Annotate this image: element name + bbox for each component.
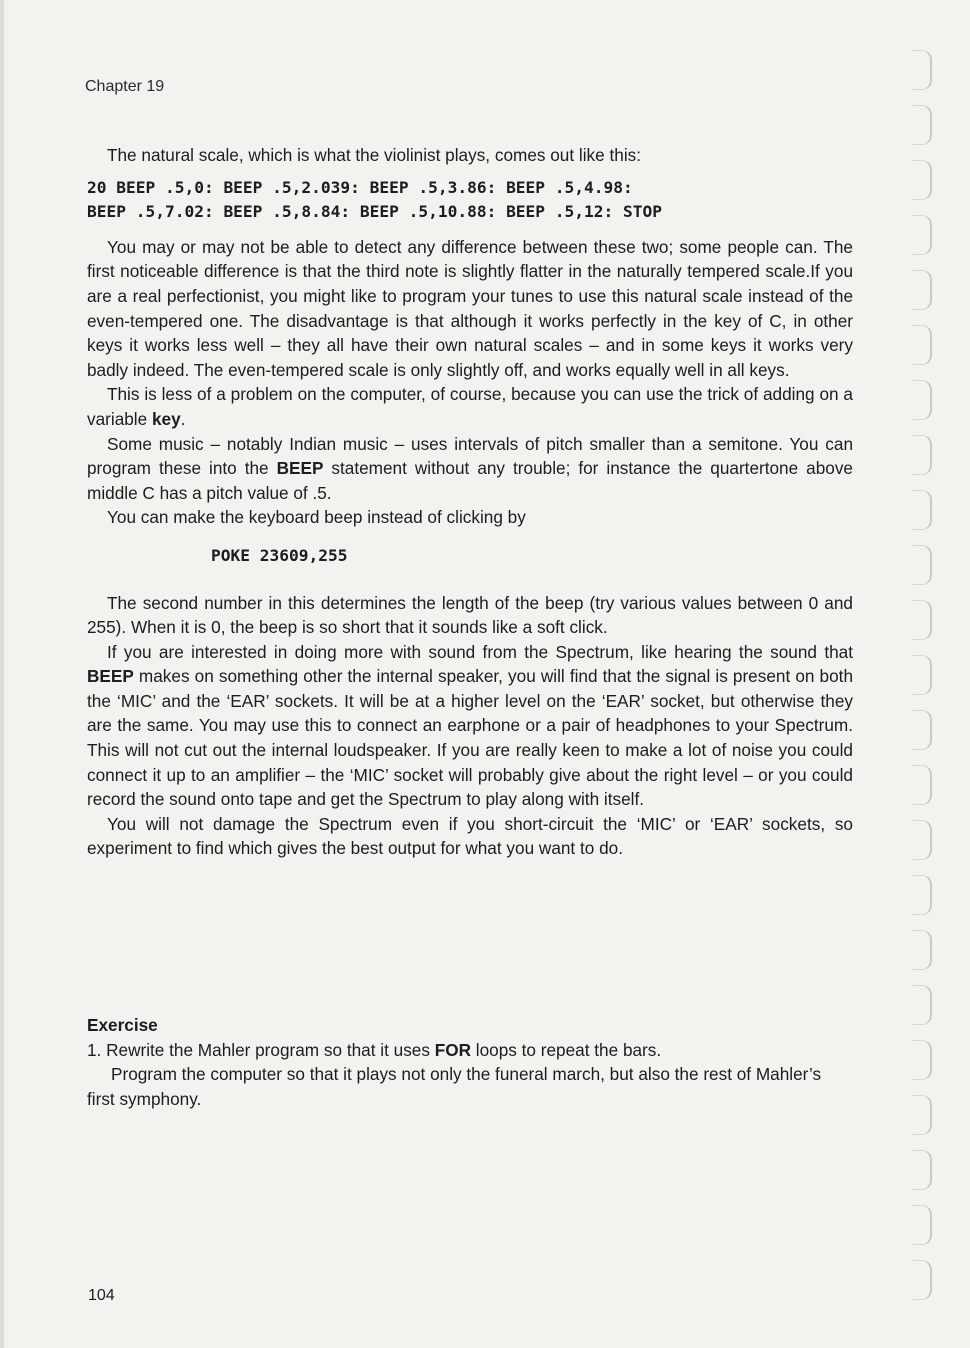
binding-hole [912,270,932,310]
binding-hole [912,160,932,200]
binding-hole [912,600,932,640]
binding-hole [912,50,932,90]
binding-hole [912,545,932,585]
text-run: makes on something other the internal speaker, you will find that the signal is present on both the ‘MIC’ and the ‘EAR’ sockets. It will be at a higher level on the ‘EAR’ socket, but otherwise they are the same. You may use this to connect an earphone or a pair of headphones to your Spectrum. This will not cut out the internal loudspeaker. If you are really keen to make a lot of noise you could connect it up to an amplifier – the ‘MIC’ socket will probably give about the right level – or you could record the sound onto tape and get the Spectrum to play along with itself. [87,666,853,810]
binding-hole [912,765,932,805]
binding-hole [912,490,932,530]
body-text [87,143,853,861]
binding-hole [912,1205,932,1245]
code-listing-beep [87,176,853,225]
binding-hole [912,105,932,145]
binding-hole [912,435,932,475]
exercise-section [87,1013,853,1111]
text-run: . [180,408,186,429]
text-run: loops to repeat the bars. [471,1039,662,1060]
binding-hole [912,325,932,365]
text-run: 1. Rewrite the Mahler program so that it uses [87,1039,435,1060]
text-run: This is less of a problem on the computer, of course, because you can use the trick of adding on a variable [87,384,853,429]
code-line: 20 BEEP .5,0: BEEP .5,2.039: BEEP .5,3.86: BEEP .5,4.98: [87,177,633,197]
binding-hole [912,1040,932,1080]
binding-hole [912,1095,932,1135]
binding-hole [912,380,932,420]
page-number: 104 [88,1287,115,1304]
text-run: statement without any trouble; for instance the quartertone above middle C has a pitch value of .5. [87,458,853,503]
exercise-item [87,1038,853,1063]
binding-hole [912,1260,932,1300]
page-edge [0,0,4,1348]
paragraph: You may or may not be able to detect any difference between these two; some people can. The first noticeable difference is that the third note is slightly flatter in the naturally tempered scale.If you are a real perfectionist, you might like to program your tunes to use this natural scale instead of the even-tempered one. The disadvantage is that although it works perfectly in the key of C, in other keys it works less well – they all have their own natural scales – and in some keys it works very badly indeed. The even-tempered scale is only slightly off, and works equally well in all keys. [87,236,853,380]
paragraph [87,382,853,431]
chapter-header: Chapter 19 [85,78,165,95]
keyword-for: FOR [434,1039,472,1060]
code-line: BEEP .5,7.02: BEEP .5,8.84: BEEP .5,10.88: BEEP .5,12: STOP [87,202,662,222]
binding-hole [912,875,932,915]
binding-holes [906,40,946,1340]
exercise-item: Program the computer so that it plays not only the funeral march, but also the rest of Mahler’s first symphony. [87,1064,822,1109]
binding-hole [912,710,932,750]
binding-hole [912,930,932,970]
code-listing-poke: POKE 23609,255 [211,545,348,565]
keyword-beep: BEEP [87,666,134,687]
keyword-beep: BEEP [276,458,324,479]
paragraph: You can make the keyboard beep instead of clicking by [107,507,526,528]
binding-hole [912,215,932,255]
binding-hole [912,655,932,695]
paragraph: The natural scale, which is what the violinist plays, comes out like this: [107,145,642,165]
paragraph: The second number in this determines the length of the beep (try various values between 0 and 255). When it is 0, the beep is so short that it sounds like a soft click. [87,592,853,638]
paragraph: You will not damage the Spectrum even if you short-circuit the ‘MIC’ or ‘EAR’ sockets, so experiment to find which gives the best output for what you want to do. [87,813,853,859]
binding-hole [912,1150,932,1190]
binding-hole [912,985,932,1025]
paragraph [87,432,853,506]
binding-hole [912,820,932,860]
text-run: If you are interested in doing more with sound from the Spectrum, like hearing the sound that [107,641,853,662]
paragraph [87,640,853,812]
exercise-heading: Exercise [87,1015,158,1035]
text-run: Some music – notably Indian music – uses intervals of pitch smaller than a semitone. You can program these into the [87,433,853,479]
keyword-key: key [151,408,181,429]
